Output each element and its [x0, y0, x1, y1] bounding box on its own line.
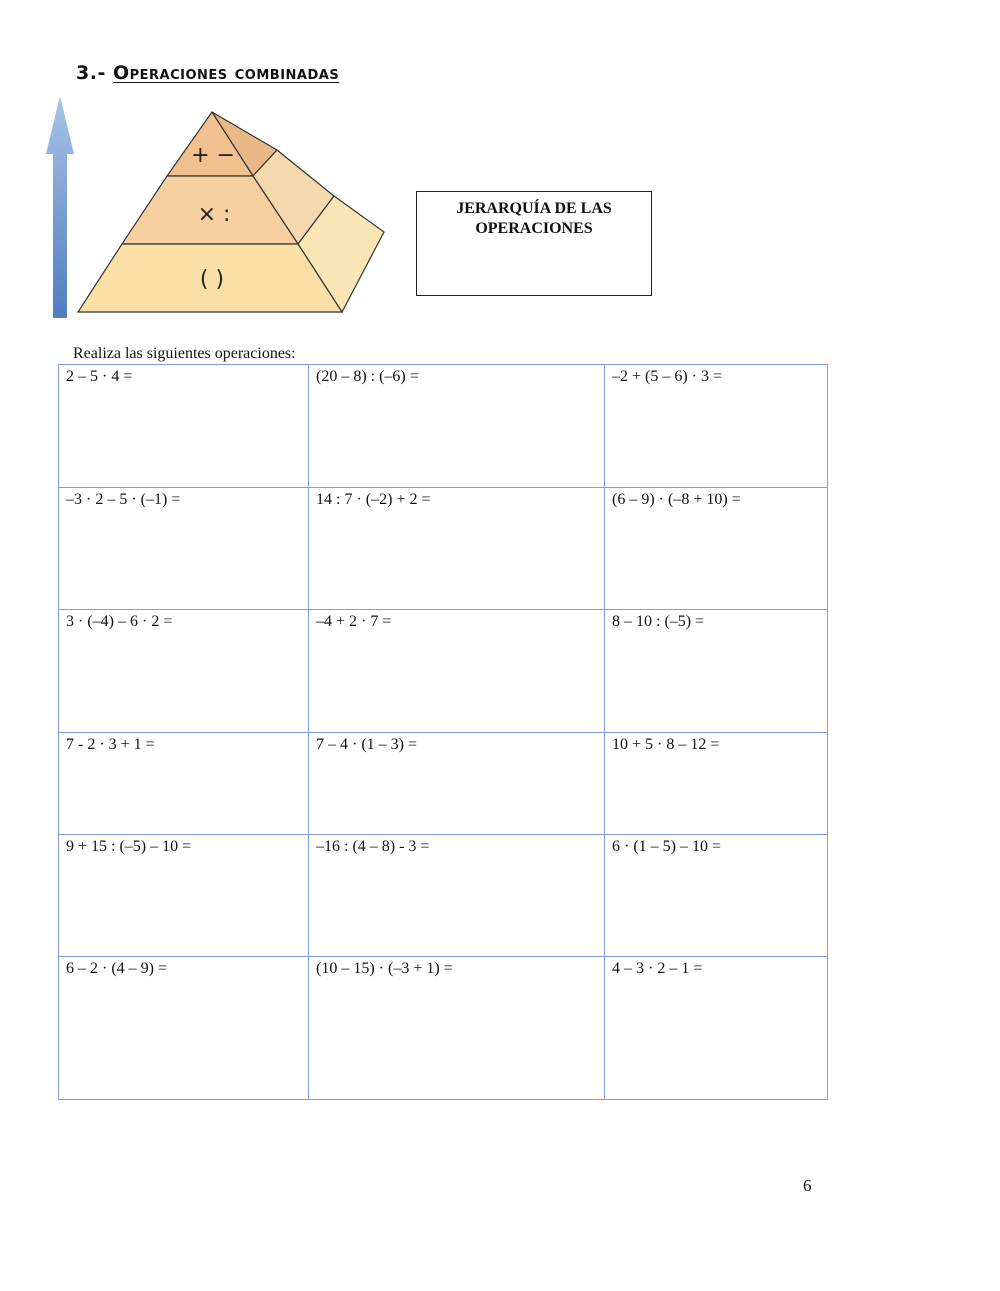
- operation-cell[interactable]: 8 – 10 : (–5) =: [605, 610, 828, 733]
- section-title: Operaciones combinadas: [112, 62, 340, 84]
- pyramid-label-multiply-divide: × :: [197, 202, 231, 227]
- pyramid-graphic: [76, 110, 388, 316]
- table-row: [59, 835, 828, 957]
- up-arrow-icon: [44, 96, 76, 318]
- operation-cell[interactable]: –3 · 2 – 5 · (–1) =: [59, 488, 309, 610]
- hierarchy-answer-area[interactable]: [417, 239, 651, 291]
- table-row: [59, 488, 828, 610]
- table-row: [59, 957, 828, 1100]
- operation-cell[interactable]: 6 · (1 – 5) – 10 =: [605, 835, 828, 957]
- operations-pyramid: [76, 110, 388, 316]
- operation-cell[interactable]: 4 – 3 · 2 – 1 =: [605, 957, 828, 1100]
- operation-cell[interactable]: (6 – 9) · (–8 + 10) =: [605, 488, 828, 610]
- section-heading: [76, 62, 339, 84]
- instructions: Realiza las siguientes operaciones:: [73, 345, 296, 362]
- operations-table: [58, 364, 828, 1100]
- hierarchy-title-line1: JERARQUÍA DE LAS: [456, 200, 612, 217]
- operation-cell[interactable]: 14 : 7 · (–2) + 2 =: [309, 488, 605, 610]
- pyramid-label-parentheses: ( ): [199, 267, 225, 292]
- hierarchy-box: [416, 191, 652, 296]
- operation-cell[interactable]: 7 – 4 · (1 – 3) =: [309, 733, 605, 835]
- operation-cell[interactable]: 7 - 2 · 3 + 1 =: [59, 733, 309, 835]
- operation-cell[interactable]: –16 : (4 – 8) - 3 =: [309, 835, 605, 957]
- operation-cell[interactable]: 2 – 5 · 4 =: [59, 365, 309, 488]
- operation-cell[interactable]: 3 · (–4) – 6 · 2 =: [59, 610, 309, 733]
- hierarchy-title-line2: OPERACIONES: [475, 220, 593, 237]
- operation-cell[interactable]: –4 + 2 · 7 =: [309, 610, 605, 733]
- pyramid-label-add-subtract: + −: [191, 143, 235, 168]
- table-row: [59, 365, 828, 488]
- operation-cell[interactable]: (20 – 8) : (–6) =: [309, 365, 605, 488]
- table-row: [59, 733, 828, 835]
- section-number: 3.-: [76, 62, 113, 84]
- operation-cell[interactable]: 10 + 5 · 8 – 12 =: [605, 733, 828, 835]
- operation-cell[interactable]: 9 + 15 : (–5) – 10 =: [59, 835, 309, 957]
- operation-cell[interactable]: (10 – 15) · (–3 + 1) =: [309, 957, 605, 1100]
- operation-cell[interactable]: 6 – 2 · (4 – 9) =: [59, 957, 309, 1100]
- table-row: [59, 610, 828, 733]
- page-number: 6: [803, 1176, 812, 1195]
- operation-cell[interactable]: –2 + (5 – 6) · 3 =: [605, 365, 828, 488]
